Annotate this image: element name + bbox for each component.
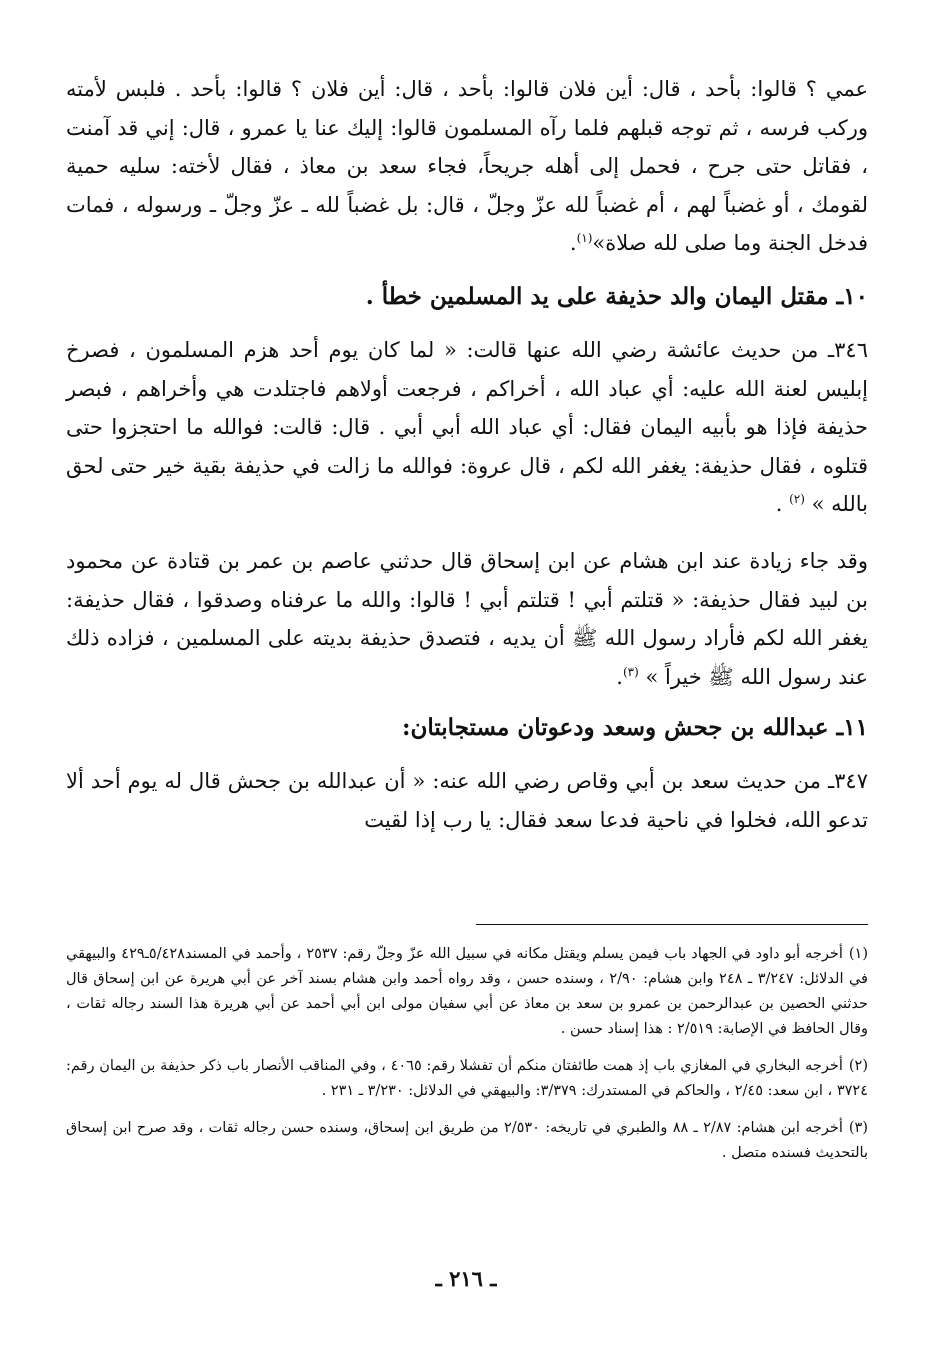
paragraph-end: . [569,231,577,256]
paragraph-text: عمي ؟ قالوا: بأحد ، قال: أين فلان قالوا: بأحد ، قال: أين فلان ؟ قالوا: بأحد . فلبس لأمته وركب فرسه ، ثم توجه قبلهم فلما رآه المسلمون قالوا: إليك عنا يا عمرو ، قال: إني قد آمنت ، فقاتل حتى جرح ، فحمل إلى أهله جريحاً، فجاء سعد بن معاذ ، فقال لأخته: سليه حمية لقومك ، أو غضباً لهم ، أم غضباً لله عزّ وجلّ ، قال: بل غضباً لله ـ عزّ وجلّ ـ ورسوله ، فمات فدخل الجنة وما صلى لله صلاة» [66,77,868,256]
footnote [66,942,868,1042]
footnote-number: (٢) [848,1058,868,1074]
footnote [66,1116,868,1166]
footnote-number: (١) [848,946,868,962]
paragraph-text: ٣٤٦ـ من حديث عائشة رضي الله عنها قالت: « لما كان يوم أحد هزم المسلمون ، فصرخ إبليس لعنة الله عليه: أي عباد الله ، أخراكم ، فرجعت أولاهم فاجتلدت هي وأخراهم ، فبصر حذيفة فإذا هو بأبيه اليمان فقال: أي عباد الله أبي أبي . قال: قالت: فوالله ما احتجزوا حتى قتلوه ، فقال حذيفة: يغفر الله لكم ، قال عروة: فوالله ما زالت في حذيفة بقية خير حتى لحق بالله » [66,337,868,517]
section-heading: ١٠ـ مقتل اليمان والد حذيفة على يد المسلمين خطأ . [365,282,868,310]
paragraph [66,542,868,696]
paragraph [66,331,868,524]
paragraph-end: . [616,664,623,689]
footnote-reference: (١) [576,231,593,246]
footnote-text: أخرجه البخاري في المغازي باب إذ همت طائفتان منكم أن تفشلا رقم: ٤٠٦٥ ، وفي المناقب الأنصار باب ذكر حذيفة بن اليمان رقم: ٣٧٢٤ ، ابن سعد: ٢/٤٥ ، والحاكم في المستدرك: ٣/٣٧٩: والبيهقي في الدلائل: ٣/٢٣٠ ـ ٢٣١ . [66,1058,868,1099]
paragraph [66,762,868,839]
page-number: ـ ٢١٦ ـ [435,1266,497,1291]
footnote-reference: (٣) [622,664,639,679]
paragraph-end: . [775,492,790,517]
footnotes [66,942,868,1178]
footnote-reference: (٢) [789,492,805,507]
footnote-text: أخرجه أبو داود في الجهاد باب فيمن يسلم ويقتل مكانه في سبيل الله عزّ وجلّ رقم: ٢٥٣٧ ، وأحمد في المسند٥/٤٢٨ـ٤٢٩ والبيهقي في الدلائل: ٣/٢٤٧ ـ ٢٤٨ وابن هشام: ٢/٩٠ ، وسنده حسن ، وقد رواه أحمد وابن هشام بسند آخر عن أبي هريرة عن ابن إسحاق قال حدثني الحصين بن عبدالرحمن بن عمرو بن سعد بن معاذ عن أبي سفيان مولى ابن أبي أحمد عن أبي هريرة هذا السند رجاله ثقات ، وقال الحافظ في الإصابة: ٢/٥١٩ : هذا إسناد حسن . [66,946,868,1037]
footnote-number: (٣) [848,1120,868,1136]
main-text [66,70,868,840]
footnote-text: أخرجه ابن هشام: ٢/٨٧ ـ ٨٨ والطبري في تاريخه: ٢/٥٣٠ من طريق ابن إسحاق، وسنده حسن رجاله ثقات ، وقد صرح ابن إسحاق بالتحديث فسنده متصل . [66,1120,868,1161]
paragraph [66,70,868,263]
paragraph-text: وقد جاء زيادة عند ابن هشام عن ابن إسحاق قال حدثني عاصم بن عمر بن قتادة عن محمود بن لبيد فقال حذيفة: « قتلتم أبي ! قتلتم أبي ! قالوا: والله ما عرفناه وصدقوا ، فقال حذيفة: يغفر الله لكم فأراد رسول الله ﷺ أن يديه ، فتصدق حذيفة بديته على المسلمين ، فزاده ذلك عند رسول الله ﷺ خيراً » [66,548,868,689]
section-heading: ١١ـ عبدالله بن جحش وسعد ودعوتان مستجابتان: [401,714,868,742]
footnote-divider [476,924,868,925]
footnote [66,1054,868,1104]
paragraph-text: ٣٤٧ـ من حديث سعد بن أبي وقاص رضي الله عنه: « أن عبدالله بن جحش قال له يوم أحد ألا تدعو الله، فخلوا في ناحية فدعا سعد فقال: يا رب إذا لقيت [66,769,868,832]
